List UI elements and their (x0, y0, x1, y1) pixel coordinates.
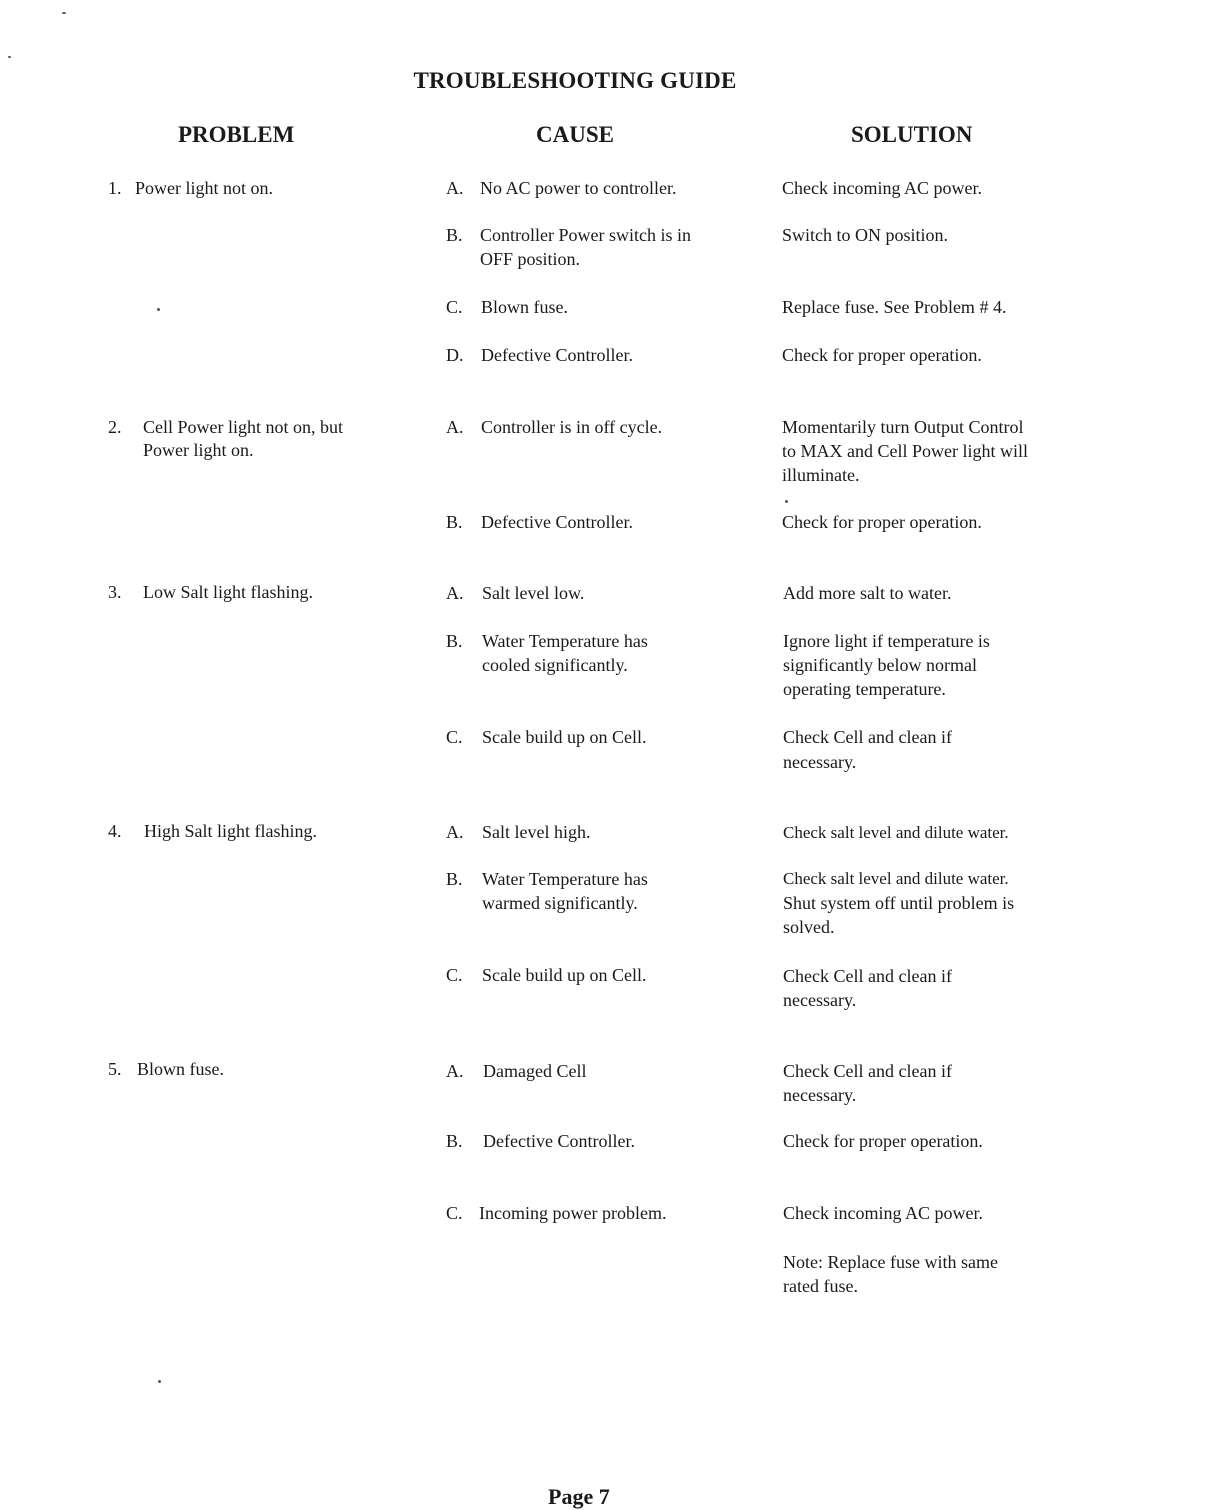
cause-text: OFF position. (480, 249, 581, 269)
cause-text: Controller Power switch is in (480, 225, 691, 245)
cause-text: Blown fuse. (481, 297, 568, 317)
cause-text: Scale build up on Cell. (482, 727, 647, 747)
cause-text: Damaged Cell (483, 1061, 587, 1081)
problem-number: 5. (108, 1059, 122, 1079)
solution-text: Check Cell and clean if (783, 966, 952, 986)
cause-letter: A. (446, 583, 464, 603)
cause-letter: D. (446, 345, 464, 365)
solution-text: Check incoming AC power. (783, 1203, 983, 1223)
solution-text: Add more salt to water. (783, 583, 952, 603)
solution-text: necessary. (783, 1085, 857, 1105)
cause-text: Water Temperature has (482, 869, 648, 889)
solution-text: Switch to ON position. (782, 225, 949, 245)
cause-text: Salt level high. (482, 822, 591, 842)
solution-text: illuminate. (782, 465, 860, 485)
cause-letter: A. (446, 822, 464, 842)
cause-text: cooled significantly. (482, 655, 628, 675)
solution-note: Note: Replace fuse with same (783, 1252, 998, 1272)
cause-text: warmed significantly. (482, 893, 638, 913)
solution-text: Replace fuse. See Problem # 4. (782, 297, 1007, 317)
problem-number: 4. (108, 821, 122, 841)
cause-letter: B. (446, 225, 463, 245)
page-title: TROUBLESHOOTING GUIDE (413, 68, 737, 93)
scan-speck (62, 12, 66, 14)
cause-letter: A. (446, 1061, 464, 1081)
cause-text: Salt level low. (482, 583, 585, 603)
problem-text: Low Salt light flashing. (143, 582, 313, 602)
cause-text: Water Temperature has (482, 631, 648, 651)
cause-letter: C. (446, 727, 463, 747)
cause-text: Defective Controller. (483, 1131, 635, 1151)
solution-text: significantly below normal (783, 655, 977, 675)
problem-number: 2. (108, 417, 122, 437)
cause-text: Scale build up on Cell. (482, 965, 647, 985)
solution-text: Check salt level and dilute water. (783, 823, 1009, 842)
solution-text: Check for proper operation. (783, 1131, 983, 1151)
solution-text: Check for proper operation. (782, 512, 982, 532)
problem-number: 3. (108, 582, 122, 602)
solution-text: necessary. (783, 752, 857, 772)
cause-letter: B. (446, 512, 463, 532)
solution-text: Check incoming AC power. (782, 178, 982, 198)
cause-text: No AC power to controller. (480, 178, 677, 198)
cause-letter: A. (446, 178, 464, 198)
cause-letter: C. (446, 965, 463, 985)
problem-text: Power light not on. (135, 178, 273, 198)
problem-text: Cell Power light not on, but (143, 417, 343, 437)
solution-text: Check salt level and dilute water. (783, 869, 1009, 888)
cause-letter: B. (446, 869, 463, 889)
solution-column-header: SOLUTION (851, 122, 973, 147)
problem-text: Blown fuse. (137, 1059, 224, 1079)
cause-text: Incoming power problem. (479, 1203, 667, 1223)
cause-letter: B. (446, 1131, 463, 1151)
solution-text: Momentarily turn Output Control (782, 417, 1024, 437)
page-number: Page 7 (548, 1484, 610, 1509)
solution-text: necessary. (783, 990, 857, 1010)
solution-text: operating temperature. (783, 679, 946, 699)
cause-text: Controller is in off cycle. (481, 417, 663, 437)
solution-text: Check for proper operation. (782, 345, 982, 365)
solution-text: Check Cell and clean if (783, 727, 952, 747)
problem-number: 1. (108, 178, 122, 198)
scan-speck (157, 308, 160, 311)
scan-speck (8, 56, 11, 58)
scan-speck (785, 500, 788, 503)
solution-text: Shut system off until problem is (783, 893, 1015, 913)
solution-text: Ignore light if temperature is (783, 631, 990, 651)
problem-text: High Salt light flashing. (144, 821, 317, 841)
cause-letter: C. (446, 297, 463, 317)
problem-column-header: PROBLEM (178, 122, 295, 147)
cause-text: Defective Controller. (481, 345, 633, 365)
scan-speck (158, 1380, 161, 1383)
cause-letter: C. (446, 1203, 463, 1223)
solution-note: rated fuse. (783, 1276, 858, 1296)
problem-text: Power light on. (143, 440, 254, 460)
cause-letter: A. (446, 417, 464, 437)
cause-column-header: CAUSE (536, 122, 614, 147)
solution-text: solved. (783, 917, 835, 937)
solution-text: to MAX and Cell Power light will (782, 441, 1028, 461)
cause-letter: B. (446, 631, 463, 651)
cause-text: Defective Controller. (481, 512, 633, 532)
solution-text: Check Cell and clean if (783, 1061, 952, 1081)
